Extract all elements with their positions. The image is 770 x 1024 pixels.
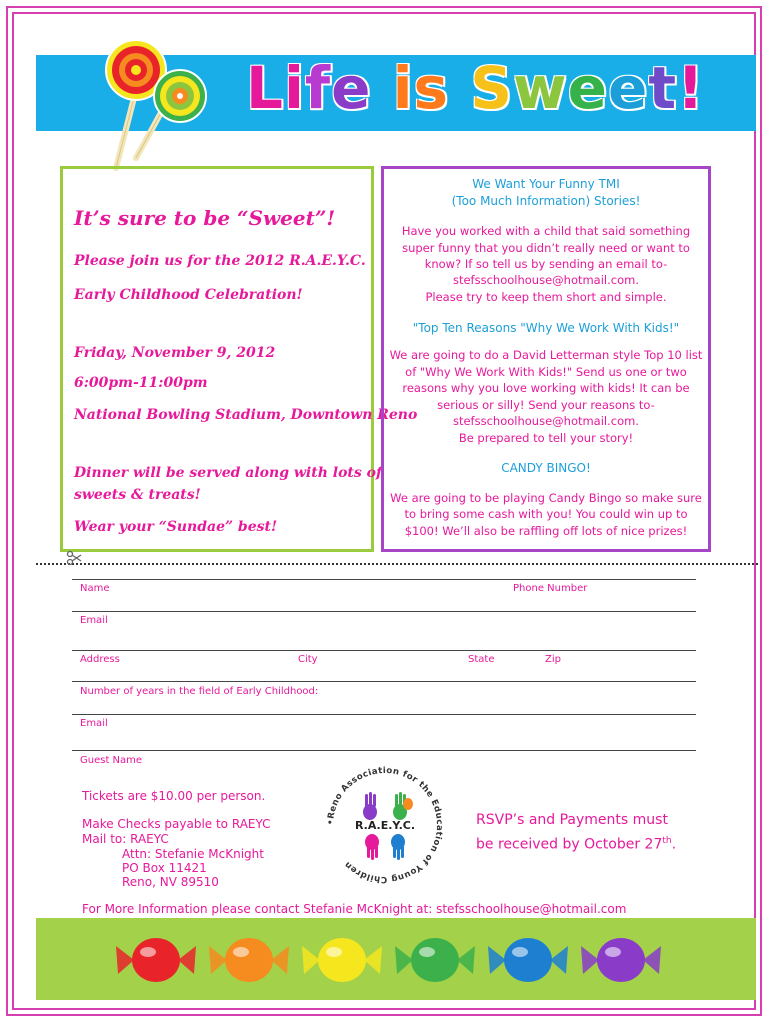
mail-attn: Attn: Stefanie McKnight bbox=[122, 847, 264, 861]
event-attire: Wear your “Sundae” best! bbox=[74, 519, 278, 535]
event-venue: National Bowling Stadium, Downtown Reno bbox=[74, 407, 418, 423]
tmi-heading-2: (Too Much Information) Stories! bbox=[451, 194, 641, 208]
tmi-body-1: Have you worked with a child that said something bbox=[401, 224, 691, 238]
form-rule bbox=[72, 579, 696, 580]
rsvp-period: . bbox=[671, 836, 677, 853]
city-field-label: City bbox=[298, 654, 318, 665]
phone-field-label: Phone Number bbox=[513, 583, 588, 594]
title-letter: e bbox=[607, 54, 649, 122]
title-letter: t bbox=[648, 54, 678, 122]
mail-to: Mail to: RAEYC bbox=[82, 832, 169, 846]
top-ten-body-5: stefsschoolhouse@hotmail.com. bbox=[452, 414, 639, 428]
mail-pobox: PO Box 11421 bbox=[122, 861, 207, 875]
form-rule bbox=[72, 750, 696, 751]
form-rule bbox=[72, 681, 696, 682]
bingo-body-1: We are going to be playing Candy Bingo so make sure bbox=[390, 491, 702, 505]
form-rule bbox=[72, 714, 696, 715]
tmi-heading: We Want Your Funny TMI bbox=[472, 177, 620, 191]
cut-line bbox=[36, 563, 758, 565]
tmi-body-2: super funny that you didn’t really need or want to bbox=[402, 241, 690, 255]
rsvp-notice bbox=[476, 810, 676, 856]
title-letter: w bbox=[513, 54, 568, 122]
candy-icon bbox=[209, 938, 289, 982]
top-ten-body-4: serious or silly! Send your reasons to- bbox=[437, 398, 655, 412]
event-invite: Please join us for the 2012 R.A.E.Y.C. bbox=[74, 253, 366, 269]
state-field-label: State bbox=[468, 654, 495, 665]
lollipop-icon bbox=[96, 38, 246, 178]
years-field-label: Number of years in the field of Early Childhood: bbox=[80, 686, 319, 697]
top-ten-body-1: We are going to do a David Letterman style Top 10 list bbox=[389, 348, 703, 362]
top-ten-body-3: reasons why you love working with kids! It can be bbox=[402, 381, 690, 395]
contact-info: For More Information please contact Stefanie McKnight at: stefsschoolhouse@hotmail.com bbox=[82, 902, 627, 916]
rsvp-line-1: RSVP’s and Payments must bbox=[476, 812, 668, 828]
event-time: 6:00pm-11:00pm bbox=[74, 375, 208, 391]
tmi-body-3: know? If so tell us by sending an email to- bbox=[424, 257, 668, 271]
title-letter bbox=[371, 54, 392, 122]
rsvp-date: be received by October 27 bbox=[476, 836, 663, 853]
mail-city: Reno, NV 89510 bbox=[122, 875, 219, 889]
event-tagline: It’s sure to be “Sweet”! bbox=[74, 206, 336, 230]
bingo-body-3: $100! We’ll also be raffling off lots of nice prizes! bbox=[404, 524, 688, 538]
title-letter: f bbox=[304, 54, 332, 122]
candy-icon bbox=[116, 938, 196, 982]
email2-field-label: Email bbox=[80, 718, 108, 729]
candy-icon bbox=[395, 938, 475, 982]
title-letter: ! bbox=[677, 54, 705, 122]
candy-icon bbox=[581, 938, 661, 982]
zip-field-label: Zip bbox=[545, 654, 561, 665]
raeyc-logo bbox=[322, 762, 448, 888]
form-rule bbox=[72, 611, 696, 612]
top-ten-body-2: of "Why We Work With Kids!" Send us one or two bbox=[405, 365, 687, 379]
candy-icon bbox=[488, 938, 568, 982]
logo-center-text: R.A.E.Y.C. bbox=[354, 819, 416, 832]
event-date: Friday, November 9, 2012 bbox=[74, 345, 276, 361]
title-letter bbox=[449, 54, 470, 122]
bingo-body-2: to bring some cash with you! You could win up to bbox=[404, 507, 688, 521]
checks-payable: Make Checks payable to RAEYC bbox=[82, 817, 271, 831]
event-dinner: Dinner will be served along with lots of bbox=[74, 465, 382, 481]
candy-icon bbox=[302, 938, 382, 982]
scissors-icon bbox=[66, 550, 82, 566]
title-letter: e bbox=[567, 54, 608, 122]
event-celebration: Early Childhood Celebration! bbox=[74, 287, 303, 303]
tickets-price: Tickets are $10.00 per person. bbox=[82, 789, 266, 803]
bingo-heading: CANDY BINGO! bbox=[501, 461, 591, 475]
event-dinner-2: sweets & treats! bbox=[74, 487, 201, 503]
title-letter: i bbox=[392, 54, 414, 122]
top-ten-body-6: Be prepared to tell your story! bbox=[458, 431, 634, 445]
guest-field-label: Guest Name bbox=[80, 755, 143, 766]
form-rule bbox=[72, 650, 696, 651]
title-letter: i bbox=[283, 54, 305, 122]
tmi-body-4: stefsschoolhouse@hotmail.com. bbox=[452, 273, 639, 287]
title-letter: e bbox=[331, 54, 372, 122]
title-letter: L bbox=[246, 54, 284, 122]
address-field-label: Address bbox=[80, 654, 120, 665]
top-ten-heading: "Top Ten Reasons "Why We Work With Kids!" bbox=[412, 321, 680, 335]
name-field-label: Name bbox=[80, 583, 110, 594]
email-field-label: Email bbox=[80, 615, 108, 626]
title-letter: S bbox=[470, 54, 514, 122]
candy-row bbox=[110, 928, 670, 992]
rsvp-date-suffix: th bbox=[662, 836, 672, 846]
logo-ring-text: •Reno Association for the Education of Young Children bbox=[325, 765, 445, 885]
tmi-body-5: Please try to keep them short and simple. bbox=[425, 290, 667, 304]
title-letter: s bbox=[413, 54, 450, 122]
page-title bbox=[246, 54, 705, 122]
rsvp-line-2 bbox=[476, 831, 676, 856]
